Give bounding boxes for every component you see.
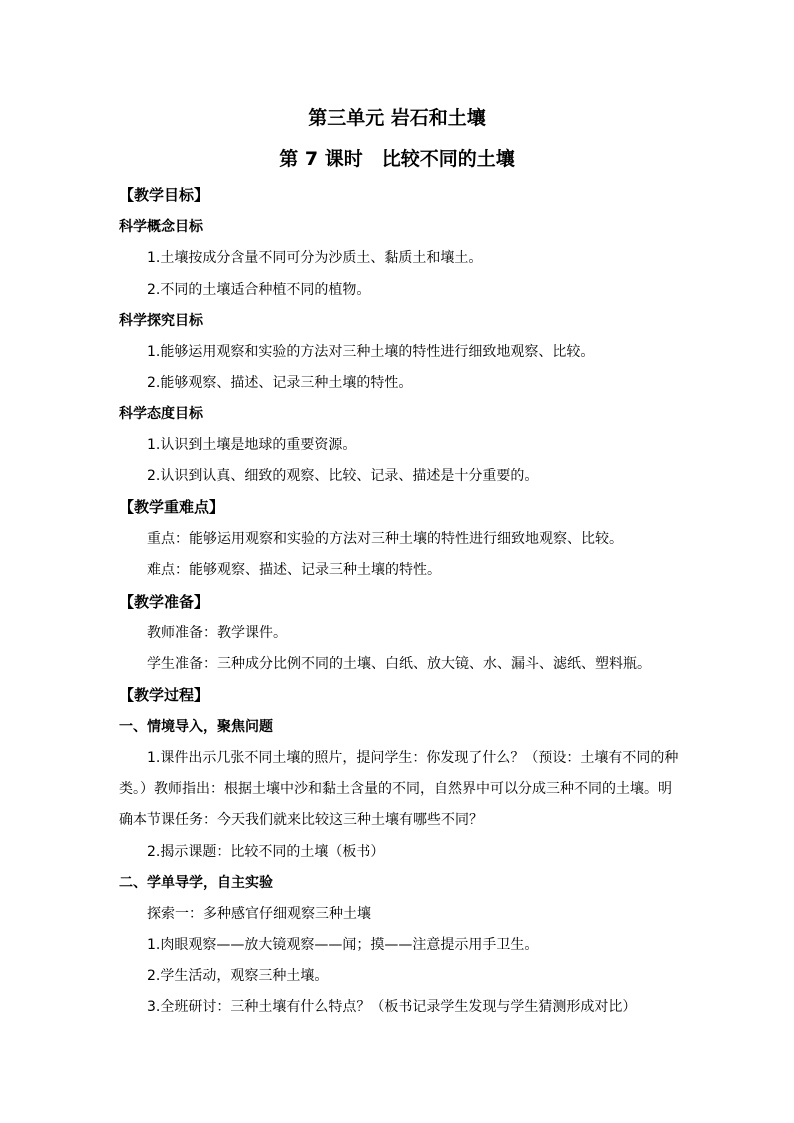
concept-item-1: 1.土壤按成分含量不同可分为沙质土、黏质土和壤土。 (147, 250, 483, 266)
key-points-heading: 【教学重难点】 (119, 498, 225, 516)
attitude-item-1: 1.认识到土壤是地球的重要资源。 (147, 437, 357, 453)
process-part1-line-4: 2.揭示课题：比较不同的土壤（板书） (147, 844, 385, 860)
student-preparation: 学生准备：三种成分比例不同的土壤、白纸、放大镜、水、漏斗、滤纸、塑料瓶。 (147, 656, 651, 672)
objectives-heading: 【教学目标】 (119, 186, 210, 204)
process-part2-line-4: 3.全班研讨：三种土壤有什么特点？（板书记录学生发现与学生猜测形成对比） (147, 999, 637, 1015)
key-point: 重点：能够运用观察和实验的方法对三种土壤的特性进行细致地观察、比较。 (147, 531, 623, 547)
process-part1-line-3: 确本节课任务：今天我们就来比较这三种土壤有哪些不同？ (119, 812, 483, 828)
difficult-point: 难点：能够观察、描述、记录三种土壤的特性。 (147, 562, 441, 578)
process-part1-line-1: 1.课件出示几张不同土壤的照片，提问学生：你发现了什么？（预设：土壤有不同的种 (147, 750, 679, 766)
unit-title: 第三单元 岩石和土壤 (308, 107, 486, 129)
process-part1-line-2: 类。）教师指出：根据土壤中沙和黏土含量的不同，自然界中可以分成三种不同的土壤。明 (119, 781, 672, 797)
process-heading: 【教学过程】 (119, 686, 210, 704)
inquiry-objectives-heading: 科学探究目标 (119, 313, 203, 329)
concept-objectives-heading: 科学概念目标 (119, 219, 203, 235)
lesson-title: 第 7 课时 比较不同的土壤 (279, 148, 515, 170)
inquiry-item-2: 2.能够观察、描述、记录三种土壤的特性。 (147, 375, 413, 391)
concept-item-2: 2.不同的土壤适合种植不同的植物。 (147, 282, 371, 298)
inquiry-item-1: 1.能够运用观察和实验的方法对三种土壤的特性进行细致地观察、比较。 (147, 344, 595, 360)
preparation-heading: 【教学准备】 (119, 593, 210, 611)
process-part1-heading: 一、情境导入，聚焦问题 (119, 719, 273, 735)
teacher-preparation: 教师准备：教学课件。 (147, 625, 287, 641)
attitude-item-2: 2.认识到认真、细致的观察、比较、记录、描述是十分重要的。 (147, 468, 539, 484)
attitude-objectives-heading: 科学态度目标 (119, 406, 203, 422)
process-part2-heading: 二、学单导学，自主实验 (119, 875, 273, 891)
process-part2-line-2: 1.肉眼观察——放大镜观察——闻；摸——注意提示用手卫生。 (147, 937, 539, 953)
process-part2-line-1: 探索一：多种感官仔细观察三种土壤 (147, 906, 371, 922)
process-part2-line-3: 2.学生活动，观察三种土壤。 (147, 968, 329, 984)
